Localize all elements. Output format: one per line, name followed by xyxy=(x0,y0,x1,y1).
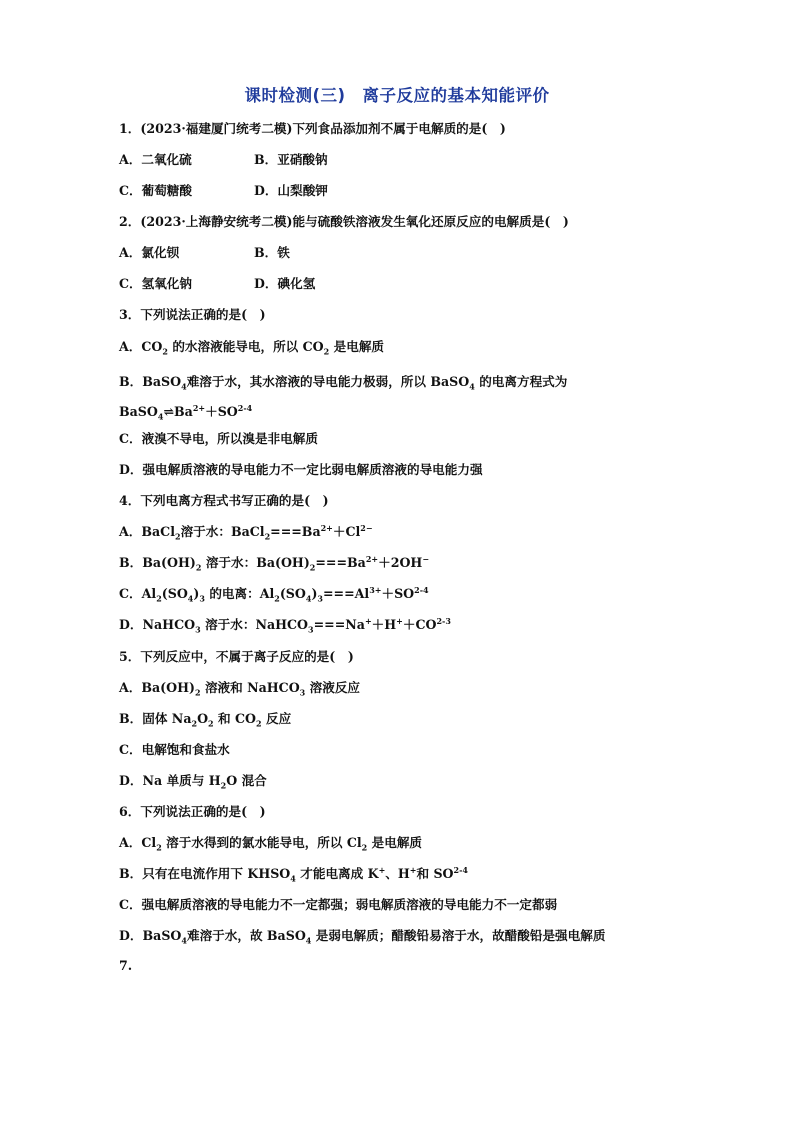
question-2-stem: 2．(2023·上海静安统考二模)能与硫酸铁溶液发生氧化还原反应的电解质是( ) xyxy=(119,214,569,229)
question-5-option-a: A．$Ba(OH)_2$ 溶液和 NaHCO$_3$ 溶液反应 xyxy=(119,680,361,698)
question-4-option-a: A．BaCl$_2$溶于水：$BaCl_2===Ba^{2+}+Cl^{2-}$ xyxy=(119,522,373,542)
page-title: 课时检测(三) 离子反应的基本知能评价 xyxy=(244,86,550,105)
question-4-option-c: C．$Al_2(SO_4)_3$ 的电离：$Al_2(SO_4)_3===Al^{3+}+SO^{2-4}$ xyxy=(119,584,429,604)
question-6-option-b: B．只有在电流作用下 $KHSO_4$ 才能电离成 K+、H+和 SO$^{2-4}$ xyxy=(119,864,468,884)
question-6-option-d: D．BaSO$_4$难溶于水，故 BaSO$_4$ 是弱电解质；醋酸铅易溶于水，故醋酸铅是强电解质 xyxy=(119,928,606,946)
question-3-stem: 3．下列说法正确的是( ) xyxy=(119,307,266,322)
question-4-option-d: D．NaHCO$_3$ 溶于水：$NaHCO_3===Na^++H^++CO^{2-3}$ xyxy=(119,615,451,635)
question-4-stem: 4．下列电离方程式书写正确的是( ) xyxy=(119,493,329,508)
question-1-option-a: A．二氧化硫 xyxy=(119,152,192,167)
question-3-option-a: A．$CO_2$ 的水溶液能导电，所以 $CO_2$ 是电解质 xyxy=(119,339,384,357)
question-1-option-d: D．山梨酸钾 xyxy=(254,183,328,198)
question-1-stem: 1．(2023·福建厦门统考二模)下列食品添加剂不属于电解质的是( ) xyxy=(119,121,506,136)
question-2-option-d: D．碘化氢 xyxy=(254,276,316,291)
question-2-option-c: C．氢氧化钠 xyxy=(119,276,192,291)
question-3-option-d: D．强电解质溶液的导电能力不一定比弱电解质溶液的导电能力强 xyxy=(119,462,483,477)
question-2-option-a: A．氯化钡 xyxy=(119,245,180,260)
question-3-option-b-equation: $BaSO_4\rightleftharpoons Ba^{2+}+SO^{2-4}$ xyxy=(119,402,253,422)
question-5-option-b: B．固体 $Na_2O_2$ 和 $CO_2$ 反应 xyxy=(119,711,292,729)
question-7-stem: 7. xyxy=(119,958,133,973)
question-5-option-d: D．Na 单质与 $H_2O$ 混合 xyxy=(119,773,267,791)
question-6-option-a: A．$Cl_2$ 溶于水得到的氯水能导电，所以 $Cl_2$ 是电解质 xyxy=(119,835,423,853)
question-4-option-b: B．$Ba(OH)_2$ 溶于水：$Ba(OH)_2===Ba^{2+}+2OH^-$ xyxy=(119,553,430,573)
question-6-stem: 6．下列说法正确的是( ) xyxy=(119,804,266,819)
question-6-option-c: C．强电解质溶液的导电能力不一定都强；弱电解质溶液的导电能力不一定都弱 xyxy=(119,897,558,912)
question-5-stem: 5．下列反应中，不属于离子反应的是( ) xyxy=(119,649,354,664)
question-5-option-c: C．电解饱和食盐水 xyxy=(119,742,230,757)
question-3-option-b: B．BaSO$_4$难溶于水，其水溶液的导电能力极弱，所以 BaSO$_4$ 的电离方程式为 xyxy=(119,374,568,392)
question-3-option-c: C．液溴不导电，所以溴是非电解质 xyxy=(119,431,318,446)
question-2-option-b: B．铁 xyxy=(254,245,290,260)
question-1-option-c: C．葡萄糖酸 xyxy=(119,183,192,198)
question-1-option-b: B．亚硝酸钠 xyxy=(254,152,328,167)
